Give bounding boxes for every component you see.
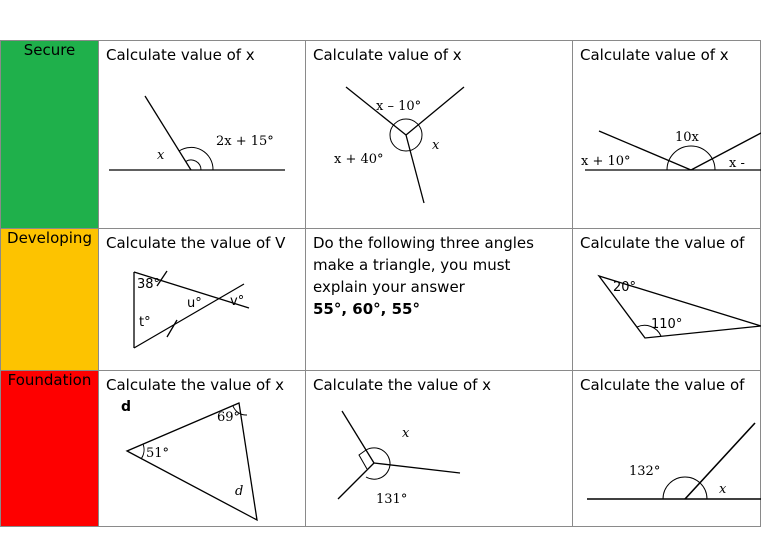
developing-q2-angles: 55°, 60°, 55°	[313, 300, 420, 318]
row-developing	[1, 229, 761, 371]
triangle-69-51-diagram	[99, 371, 306, 527]
row-foundation	[1, 371, 761, 527]
developing-q2-question: Do the following three angles make a triangle, you must explain your answer	[313, 234, 534, 296]
developing-question-2	[306, 229, 573, 371]
label-x-plus-10: x + 10°	[581, 154, 631, 169]
label-38: 38°	[137, 277, 161, 292]
foundation-q1-prompt: Calculate the value of x	[106, 376, 285, 394]
triangle-with-crossing-lines-diagram	[99, 229, 306, 371]
level-developing	[1, 229, 99, 371]
secure-question-3	[573, 41, 761, 229]
angles-around-point-diagram	[306, 41, 573, 229]
label-20: 20°	[613, 280, 637, 295]
secure-q3-prompt: Calculate value of x	[580, 46, 729, 64]
foundation-q3-prompt: Calculate the value of	[580, 376, 745, 394]
straight-line-three-angles-diagram	[573, 41, 761, 229]
row-secure	[1, 41, 761, 229]
label-2x-plus-15: 2x + 15°	[216, 134, 274, 149]
developing-question-1	[99, 229, 306, 371]
label-u: u°	[187, 296, 202, 311]
marker-d: d	[121, 399, 132, 415]
label-x-minus: x -	[729, 156, 745, 171]
developing-question-3	[573, 229, 761, 371]
secure-question-2	[306, 41, 573, 229]
foundation-question-2	[306, 371, 573, 527]
label-x-plus-40: x + 40°	[334, 152, 384, 167]
label-10x: 10x	[675, 130, 699, 145]
secure-question-1	[99, 41, 306, 229]
secure-q1-prompt: Calculate value of x	[106, 46, 255, 64]
secure-q2-prompt: Calculate value of x	[313, 46, 462, 64]
level-secure	[1, 41, 99, 229]
label-110: 110°	[651, 317, 683, 332]
obtuse-triangle-diagram	[573, 229, 761, 371]
label-d: d	[235, 484, 244, 499]
label-x: x	[157, 148, 165, 163]
label-x-right: x	[432, 138, 440, 153]
level-developing-label: Developing	[7, 229, 92, 247]
label-x-minus-10: x – 10°	[376, 99, 422, 114]
label-51: 51°	[146, 446, 170, 461]
foundation-question-3	[573, 371, 761, 527]
straight-line-angle-diagram	[99, 41, 306, 229]
developing-q2-prompt	[313, 232, 563, 320]
label-v: v°	[230, 294, 245, 309]
angle-worksheet-table	[0, 40, 761, 527]
label-t: t°	[139, 315, 151, 330]
level-foundation	[1, 371, 99, 527]
label-131: 131°	[376, 492, 408, 507]
developing-q1-prompt: Calculate the value of V	[106, 234, 286, 252]
label-x: x	[402, 426, 410, 441]
label-69: 69°	[217, 410, 241, 425]
label-x: x	[719, 482, 727, 497]
foundation-question-1	[99, 371, 306, 527]
label-132: 132°	[629, 464, 661, 479]
foundation-q2-prompt: Calculate the value of x	[313, 376, 492, 394]
developing-q3-prompt: Calculate the value of	[580, 234, 745, 252]
level-foundation-label: Foundation	[7, 371, 92, 389]
level-secure-label: Secure	[23, 41, 76, 59]
straight-line-132-diagram	[573, 371, 761, 527]
angles-at-point-right-angle-diagram	[306, 371, 573, 527]
